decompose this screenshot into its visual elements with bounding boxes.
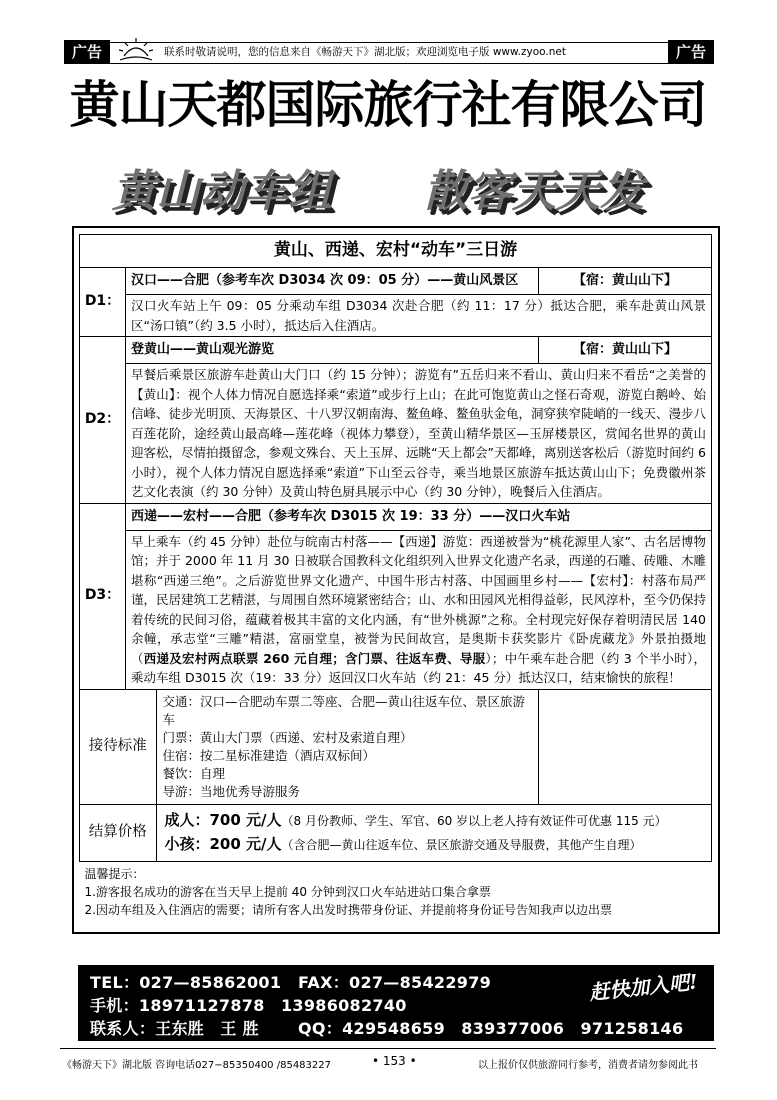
footer-left: 《畅游天下》湖北版 咨询电话027−85350400 /85483227 <box>62 1060 331 1071</box>
day-1-label: D1： <box>80 268 126 337</box>
standard-guide: 导游：当地优秀导游服务 <box>162 783 301 799</box>
child-price-note: （含合肥—黄山往返车位、景区旅游交通及导服费，其他产生自理） <box>281 837 642 852</box>
day-1-description: 汉口火车站上午 09：05 分乘动车组 D3034 次赴合肥（约 11：17 分）抵达合肥，乘车赴黄山风景区“汤口镇”（约 3.5 小时），抵达后入住酒店。 <box>126 295 712 337</box>
day-1-route: 汉口——合肥（参考车次 D3034 次 09：05 分）——黄山风景区 <box>126 268 539 295</box>
day-2-route: 登黄山——黄山观光游览 <box>126 337 539 364</box>
price-label: 结算价格 <box>80 805 156 861</box>
standards-empty <box>539 689 712 804</box>
day-2-label: D2： <box>80 337 126 504</box>
day-3-route: 西递——宏村——合肥（参考车次 D3015 次 19：33 分）——汉口火车站 <box>126 503 712 530</box>
ad-label-right: 广告 <box>668 40 714 64</box>
tip-2: 2.因动车组及入住酒店的需要；请所有客人出发时携带身份证、并提前将身份证号告知我声以边出票 <box>84 902 612 917</box>
footer-divider <box>60 1048 716 1049</box>
price-cell <box>80 804 712 861</box>
contact-tel: TEL：027—85862001 <box>90 973 282 992</box>
child-price: 小孩：200 元/人 <box>164 834 282 853</box>
header-notice: 联系时敬请说明，您的信息来自《畅游天下》湖北版；欢迎浏览电子版 www.zyoo.net <box>164 46 566 58</box>
adult-price-note: （8 月份教师、学生、军官、60 岁以上老人持有效证件可优惠 115 元） <box>281 813 667 828</box>
magazine-logo-icon <box>116 38 156 64</box>
adult-price: 成人：700 元/人 <box>164 810 282 829</box>
standard-lodging: 住宿：按二星标准建造（酒店双标间） <box>162 747 376 763</box>
slogan-right: 散客天天发 <box>424 166 644 217</box>
page-number: • 153 • <box>372 1054 417 1068</box>
company-name: 黄山天都国际旅行社有限公司 <box>69 75 707 134</box>
contact-qq: QQ：429548659 839377006 971258146 <box>298 1019 684 1038</box>
contact-fax: FAX：027—85422979 <box>298 973 492 992</box>
slogan-left: 黄山动车组 <box>112 166 332 217</box>
tips-title: 温馨提示： <box>84 866 145 881</box>
tip-1: 1.游客报名成功的游客在当天早上提前 40 分钟到汉口火车站进站口集合拿票 <box>84 884 491 899</box>
itinerary-table <box>79 234 712 922</box>
day-2-stay: 【宿：黄山山下】 <box>539 337 712 364</box>
contact-panel <box>78 965 714 1041</box>
join-now-slogan: 赶快加入吧! <box>588 969 700 1005</box>
day-3-ticket-note: 西递及宏村两点联票 260 元自理；含门票、往返车费、导服 <box>143 650 486 666</box>
standards-cell <box>80 689 539 804</box>
footer-right: 以上报价仅供旅游同行参考，消费者请勿参阅此书 <box>478 1060 698 1071</box>
day-1-stay: 【宿：黄山山下】 <box>539 268 712 295</box>
contact-person: 联系人：王东胜 王 胜 <box>90 1019 259 1038</box>
day-3-desc-part2: ）；中午乘车赴合肥（约 3 个半小时），乘动车组 D3015 次（19：33 分）返回汉口火车站（约 21：45 分）抵达汉口，结束愉快的旅程！ <box>131 650 706 685</box>
contact-mobile: 手机：18971127878 13986082740 <box>90 996 407 1015</box>
standards-label: 接待标准 <box>80 690 156 804</box>
day-2-description: 早餐后乘景区旅游车赴黄山大门口（约 15 分钟）；游览有”五岳归来不看山、黄山归来不看岳“之美誉的【黄山】：视个人体力情况自愿选择乘“索道”或步行上山；在此可饱览黄山之怪石奇观，游览白鹅岭、始信峰、徒步光明顶、天海景区、十八罗汉朝南海、鳌鱼峰、鳌鱼驮金龟，洞穿狭窄陡峭的一线天、漫步八百莲花阶，途经黄山最高峰—莲花峰（视体力攀登），至黄山精华景区—玉屏楼景区，赏闻名世界的黄山迎客松，尽情拍摄留念，参观文殊台、天上玉屏、远眺“天上都会”天都峰，离别送客松后（游览时间约 6 小时），视个人体力情况自愿选择乘“索道”下山至云谷寺，乘当地景区旅游车抵达黄山山下；免费徽州茶艺文化表演（约 30 分钟）及黄山特色厨具展示中心（约 30 分钟），晚餐后入住酒店。 <box>126 364 712 504</box>
standard-meals: 餐饮：自理 <box>162 765 226 781</box>
standard-tickets: 门票：黄山大门票（西递、宏村及索道自理） <box>162 729 413 745</box>
standard-transport: 交通：汉口—合肥动车票二等座、合肥—黄山往返车位、景区旅游车 <box>162 693 526 727</box>
ad-label-left: 广告 <box>64 40 110 64</box>
day-3-description <box>126 530 712 689</box>
day-3-desc-part1: 早上乘车（约 45 分钟）赴位与皖南古村落——【西递】游览：西递被誉为“桃花源里人家”、古名居博物馆；并于 2000 年 11 月 30 日被联合国教科文化组织列入世界文化遗产名录，西递的石雕、砖雕、木雕堪称“西递三绝”。之后游览世界文化遗产、中国牛形古村落、中国画里乡村——【宏村】：村落布局严谨，民居建筑工艺精湛，与周围自然环境紧密结合；山、水和田园风光相得益彰，民风淳朴，至今仍保持着传统的民间习俗，蕴藏着极其丰富的文化内涵，有“世外桃源”之称。全村现完好保存着明清民居 140 余幢，承志堂“三雕”精湛，富丽堂皇，被誉为民间故宫，是奥斯卡获奖影片《卧虎藏龙》外景拍摄地（ <box>131 533 707 666</box>
day-3-label: D3： <box>80 503 126 689</box>
tour-title: 黄山、西递、宏村“动车”三日游 <box>80 235 712 268</box>
